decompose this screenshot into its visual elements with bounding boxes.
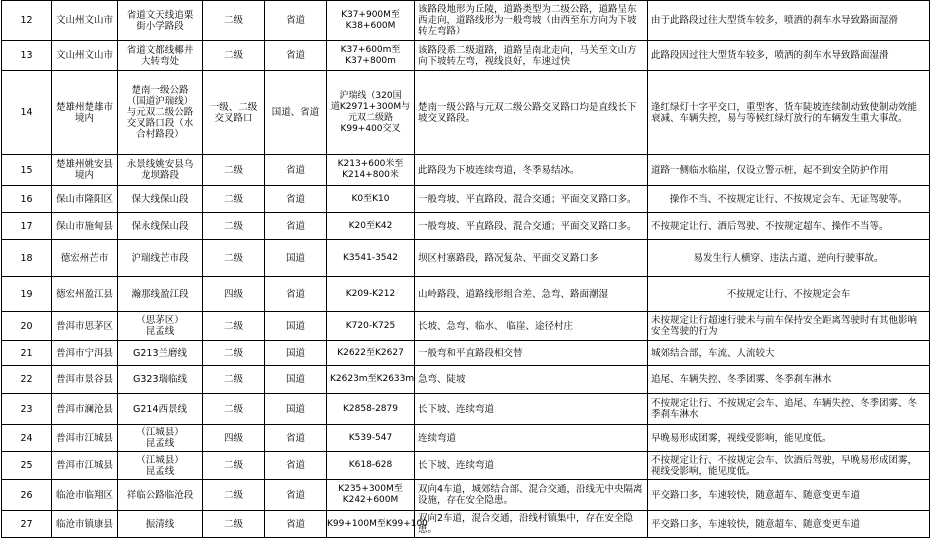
row-number: 25 [2, 452, 52, 480]
risk-cause-cell: 此路段因过往大型货车较多，喷洒的刹车水导致路面湿滑 [648, 41, 930, 71]
table-row [2, 366, 930, 394]
row-number: 16 [2, 186, 52, 213]
road-feature-cell: 此路段为下坡连续弯道，冬季易结冰。 [415, 155, 648, 186]
stake-range-cell: K235+300M至 K242+600M [327, 480, 415, 511]
road-grade-cell: 二级 [203, 213, 265, 240]
road-segment-cell: G213兰磨线 [118, 341, 203, 366]
city-cell: 普洱市宁洱县 [52, 341, 118, 366]
city-cell: 普洱市江城县 [52, 452, 118, 480]
risk-cause-cell: 不按规定让行、不按规定会车、追尾、车辆失控、冬季团雾、冬季刹车淋水 [648, 394, 930, 425]
road-type-cell: 省道 [265, 480, 327, 511]
stake-range-cell: K0至K10 [327, 186, 415, 213]
risk-cause-cell: 平交路口多，车速较快，随意超车、随意变更车道 [648, 480, 930, 511]
table-row [2, 240, 930, 277]
city-cell: 普洱市思茅区 [52, 312, 118, 341]
road-grade-cell: 二级 [203, 366, 265, 394]
road-feature-cell: 一般弯和平直路段相交替 [415, 341, 648, 366]
road-feature-cell: 急弯、陡坡 [415, 366, 648, 394]
row-number: 13 [2, 41, 52, 71]
road-feature-cell: 一般弯坡、平直路段、混合交通；平面交叉路口多。 [415, 186, 648, 213]
road-segment-cell: 保大线保山段 [118, 186, 203, 213]
road-feature-cell: 山岭路段、道路线形组合差、急弯、路面潮湿 [415, 277, 648, 312]
road-segment-cell: （江城县） 昆孟线 [118, 425, 203, 452]
row-number: 24 [2, 425, 52, 452]
road-type-cell: 省道 [265, 277, 327, 312]
stake-range-cell: K3541-3542 [327, 240, 415, 277]
road-grade-cell: 二级 [203, 452, 265, 480]
road-segment-cell: 祥临公路临沧段 [118, 480, 203, 511]
road-grade-cell: 二级 [203, 312, 265, 341]
city-cell: 文山州文山市 [52, 41, 118, 71]
road-grade-cell: 一级、二级 交叉路口 [203, 71, 265, 155]
table-row [2, 394, 930, 425]
city-cell: 临沧市镇康县 [52, 511, 118, 538]
table-body [2, 1, 930, 538]
stake-range-cell: K209-K212 [327, 277, 415, 312]
road-type-cell: 国道 [265, 394, 327, 425]
city-cell: 普洱市江城县 [52, 425, 118, 452]
table-row [2, 277, 930, 312]
risk-cause-cell: 不按规定让行、不按规定会车、饮酒后驾驶，早晚易形成团雾，视线受影响，能见度低。 [648, 452, 930, 480]
row-number: 19 [2, 277, 52, 312]
road-grade-cell: 二级 [203, 480, 265, 511]
road-segment-cell: 保永线保山段 [118, 213, 203, 240]
road-grade-cell: 二级 [203, 394, 265, 425]
road-segment-cell: 沪瑞线芒市段 [118, 240, 203, 277]
road-type-cell: 省道 [265, 41, 327, 71]
stake-range-cell: K720-K725 [327, 312, 415, 341]
risk-cause-cell: 未按规定让行超速行驶未与前车保持安全距离驾驶时有其他影响安全驾驶的行为 [648, 312, 930, 341]
row-number: 26 [2, 480, 52, 511]
road-segment-cell: 楚南一级公路 （国道沪瑞线） 与元双二级公路 交叉路口段（水 合村路段） [118, 71, 203, 155]
row-number: 20 [2, 312, 52, 341]
road-type-cell: 国道、省道 [265, 71, 327, 155]
row-number: 22 [2, 366, 52, 394]
road-type-cell: 省道 [265, 186, 327, 213]
road-segment-cell: 永景线姚安县乌 龙坝路段 [118, 155, 203, 186]
road-type-cell: 省道 [265, 1, 327, 41]
table-row [2, 511, 930, 538]
road-segment-cell: （思茅区） 昆孟线 [118, 312, 203, 341]
row-number: 21 [2, 341, 52, 366]
dangerous-road-sections-table [1, 0, 930, 538]
road-grade-cell: 二级 [203, 511, 265, 538]
road-segment-cell: G323瑞临线 [118, 366, 203, 394]
table-row [2, 186, 930, 213]
road-type-cell: 省道 [265, 155, 327, 186]
risk-cause-cell: 不按规定让行、酒后驾驶、不按规定超车、操作不当等。 [648, 213, 930, 240]
risk-cause-cell: 由于此路段过往大型货车较多，喷洒的刹车水导致路面湿滑 [648, 1, 930, 41]
table-row [2, 425, 930, 452]
road-type-cell: 国道 [265, 341, 327, 366]
risk-cause-cell: 易发生行人横穿、违法占道、逆向行驶事故。 [648, 240, 930, 277]
risk-cause-cell: 不按规定让行、不按规定会车 [648, 277, 930, 312]
risk-cause-cell: 平交路口多，车速较快，随意超车、随意变更车道 [648, 511, 930, 538]
table-row [2, 213, 930, 240]
city-cell: 保山市隆阳区 [52, 186, 118, 213]
stake-range-cell: K2858-2879 [327, 394, 415, 425]
road-segment-cell: 瀚那线盈江段 [118, 277, 203, 312]
road-segment-cell: 振清线 [118, 511, 203, 538]
city-cell: 楚雄州姚安县 境内 [52, 155, 118, 186]
road-feature-cell: 长下坡、连续弯道 [415, 394, 648, 425]
road-segment-cell: （江城县） 昆孟线 [118, 452, 203, 480]
table-row [2, 341, 930, 366]
risk-cause-cell: 道路一侧临水临崖，仅设立警示桩，起不到安全防护作用 [648, 155, 930, 186]
road-grade-cell: 二级 [203, 341, 265, 366]
city-cell: 德宏州芒市 [52, 240, 118, 277]
row-number: 18 [2, 240, 52, 277]
road-grade-cell: 四级 [203, 425, 265, 452]
road-feature-cell: 连续弯道 [415, 425, 648, 452]
road-feature-cell: 该路段地形为丘陵，道路类型为二级公路，道路呈东西走向，道路线形为一般弯坡（由西至东方向为下坡转左弯路） [415, 1, 648, 41]
city-cell: 楚雄州楚雄市 境内 [52, 71, 118, 155]
road-grade-cell: 二级 [203, 1, 265, 41]
stake-range-cell: K2622至K2627 [327, 341, 415, 366]
table-row [2, 312, 930, 341]
road-feature-cell: 楚南一级公路与元双二级公路交叉路口均是直线长下坡交叉路段。 [415, 71, 648, 155]
city-cell: 保山市施甸县 [52, 213, 118, 240]
road-grade-cell: 四级 [203, 277, 265, 312]
stake-range-cell: K2623m至K2633m [327, 366, 415, 394]
road-type-cell: 国道 [265, 240, 327, 277]
city-cell: 德宏州盈江县 [52, 277, 118, 312]
road-type-cell: 省道 [265, 425, 327, 452]
road-feature-cell: 该路段系二级道路，道路呈南北走向，马关至文山方向下坡转左弯，视线良好，车速过快 [415, 41, 648, 71]
stake-range-cell: K213+600米至 K214+800米 [327, 155, 415, 186]
risk-cause-cell: 追尾、车辆失控、冬季团雾、冬季刹车淋水 [648, 366, 930, 394]
city-cell: 临沧市临翔区 [52, 480, 118, 511]
row-number: 12 [2, 1, 52, 41]
stake-range-cell: K539-547 [327, 425, 415, 452]
city-cell: 普洱市澜沧县 [52, 394, 118, 425]
road-segment-cell: 省道文都线椰井 大转弯处 [118, 41, 203, 71]
row-number: 23 [2, 394, 52, 425]
road-segment-cell: G214西景线 [118, 394, 203, 425]
risk-cause-cell: 城郊结合部，车流、人流较大 [648, 341, 930, 366]
stake-range-cell: K37+600m至 K37+800m [327, 41, 415, 71]
risk-cause-cell: 逢红绿灯十字平交口，重型客、货车陡坡连续制动致使制动效能衰减、车辆失控，易与等候红绿灯放行的车辆发生重大事故。 [648, 71, 930, 155]
road-feature-cell: 一般弯坡、平直路段、混合交通；平面交叉路口多。 [415, 213, 648, 240]
road-type-cell: 国道 [265, 312, 327, 341]
stake-range-cell: K37+900M至 K38+600M [327, 1, 415, 41]
road-type-cell: 省道 [265, 452, 327, 480]
table-row [2, 452, 930, 480]
road-feature-cell: 坝区村寨路段，路况复杂、平面交叉路口多 [415, 240, 648, 277]
table-row [2, 71, 930, 155]
stake-range-cell: 沪瑞线（320国 道K2971+300M与 元双二级路 K99+400交叉 [327, 71, 415, 155]
row-number: 27 [2, 511, 52, 538]
risk-cause-cell: 操作不当、不按规定让行、不按规定会车、无证驾驶等。 [648, 186, 930, 213]
road-type-cell: 省道 [265, 511, 327, 538]
table-row [2, 41, 930, 71]
risk-cause-cell: 早晚易形成团雾，视线受影响，能见度低。 [648, 425, 930, 452]
road-grade-cell: 二级 [203, 186, 265, 213]
road-grade-cell: 二级 [203, 240, 265, 277]
stake-range-cell: K99+100M至K99+100 [327, 511, 415, 538]
road-feature-cell: 长下坡、连续弯道 [415, 452, 648, 480]
road-grade-cell: 二级 [203, 41, 265, 71]
road-segment-cell: 省道文天线追栗 街小学路段 [118, 1, 203, 41]
city-cell: 文山州文山市 [52, 1, 118, 41]
road-grade-cell: 二级 [203, 155, 265, 186]
road-feature-cell: 长坡、急弯、临水、 临崖、途径村庄 [415, 312, 648, 341]
road-feature-cell: 双向2车道，混合交通，沿线村镇集中，存在安全隐患。 [415, 511, 648, 538]
table-row [2, 480, 930, 511]
table-row [2, 155, 930, 186]
table-row [2, 1, 930, 41]
row-number: 15 [2, 155, 52, 186]
stake-range-cell: K20至K42 [327, 213, 415, 240]
stake-range-cell: K618-628 [327, 452, 415, 480]
row-number: 17 [2, 213, 52, 240]
road-type-cell: 国道 [265, 366, 327, 394]
road-feature-cell: 双向4车道，城郊结合部、混合交通，沿线无中央隔离设施，存在安全隐患。 [415, 480, 648, 511]
row-number: 14 [2, 71, 52, 155]
road-type-cell: 省道 [265, 213, 327, 240]
city-cell: 普洱市景谷县 [52, 366, 118, 394]
